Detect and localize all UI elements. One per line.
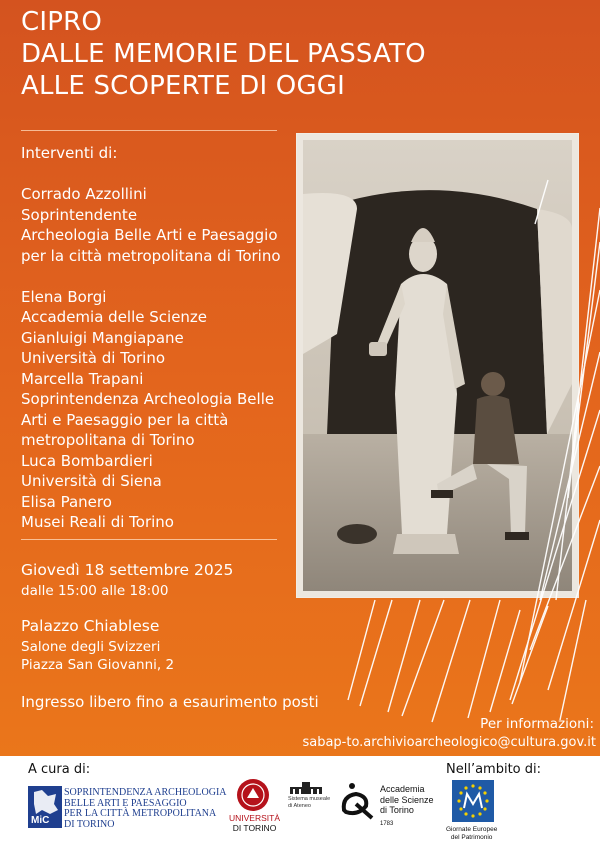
context-label: Nell’ambito di: bbox=[446, 762, 541, 777]
speaker-line: Elena Borgi bbox=[21, 287, 107, 306]
sma-text bbox=[288, 796, 330, 809]
photo-illustration bbox=[297, 134, 578, 597]
speaker-line: Università di Siena bbox=[21, 472, 162, 490]
accademia-text bbox=[380, 784, 434, 829]
gep-text bbox=[446, 826, 497, 841]
speaker-line: metropolitana di Torino bbox=[21, 431, 195, 449]
sma-line: Sistema museale bbox=[288, 796, 331, 802]
speakers-heading: Interventi di: bbox=[21, 144, 118, 162]
unito-line: DI TORINO bbox=[232, 822, 277, 833]
speaker-line: Musei Reali di Torino bbox=[21, 513, 174, 531]
admission-note: Ingresso libero fino a esaurimento posti bbox=[21, 693, 319, 711]
museum-building-icon bbox=[288, 781, 324, 795]
sma-line: di Ateneo bbox=[288, 802, 311, 809]
speaker-line: Marcella Trapani bbox=[21, 369, 144, 388]
speaker-line: Archeologia Belle Arti e Paesaggio bbox=[21, 226, 278, 244]
speaker-line: Università di Torino bbox=[21, 349, 166, 367]
event-room: Salone degli Svizzeri bbox=[21, 639, 161, 655]
unito-seal-icon bbox=[236, 778, 270, 812]
title-line-1: CIPRO bbox=[21, 7, 103, 37]
european-heritage-days-icon bbox=[452, 780, 494, 822]
sabap-line: SOPRINTENDENZA ARCHEOLOGIA bbox=[64, 787, 227, 798]
unito-logo bbox=[236, 778, 270, 816]
sabap-line: BELLE ARTI E PAESAGGIO bbox=[64, 797, 187, 809]
poster-title bbox=[21, 6, 426, 102]
speaker-line: Arti e Paesaggio per la città bbox=[21, 410, 229, 429]
info-email[interactable]: sabap-to.archivioarcheologico@cultura.gov.it bbox=[302, 735, 596, 750]
accademia-line: di Torino bbox=[380, 805, 414, 815]
event-venue: Palazzo Chiablese bbox=[21, 617, 160, 635]
speaker-line: Luca Bombardieri bbox=[21, 451, 153, 470]
gep-logo bbox=[452, 780, 494, 826]
mic-label: MiC bbox=[31, 815, 50, 826]
gep-line: Giornate Europee bbox=[446, 826, 498, 833]
speaker-line: per la città metropolitana di Torino bbox=[21, 246, 281, 265]
info-label: Per informazioni: bbox=[480, 716, 594, 732]
accademia-line: delle Scienze bbox=[380, 794, 434, 805]
speaker-line: Gianluigi Mangiapane bbox=[21, 328, 184, 347]
speakers-block bbox=[21, 143, 281, 533]
gep-line: del Patrimonio bbox=[450, 833, 493, 841]
unito-line: UNIVERSITÀ bbox=[229, 813, 281, 823]
unito-text bbox=[229, 814, 280, 833]
curated-label: A cura di: bbox=[28, 762, 91, 777]
spacer bbox=[21, 266, 281, 287]
event-address: Piazza San Giovanni, 2 bbox=[21, 657, 175, 673]
speaker-line: Corrado Azzollini bbox=[21, 185, 147, 203]
speaker-line: Elisa Panero bbox=[21, 492, 112, 511]
accademia-logo-icon bbox=[338, 780, 374, 820]
spacer bbox=[21, 164, 281, 185]
sabap-line: DI TORINO bbox=[64, 818, 115, 830]
accademia-year: 1783 bbox=[380, 820, 394, 827]
photo-cypriot-statue bbox=[296, 133, 579, 598]
accademia-line: Accademia bbox=[380, 784, 425, 794]
divider-bottom bbox=[21, 539, 277, 540]
speaker-line: Accademia delle Scienze bbox=[21, 308, 208, 326]
sabap-logo bbox=[28, 786, 62, 828]
sabap-text bbox=[64, 788, 227, 830]
event-time: dalle 15:00 alle 18:00 bbox=[21, 583, 169, 599]
divider-top bbox=[21, 130, 277, 131]
event-date: Giovedì 18 settembre 2025 bbox=[21, 561, 234, 579]
sabap-line: PER LA CITTÀ METROPOLITANA bbox=[64, 808, 217, 819]
title-line-2: DALLE MEMORIE DEL PASSATO bbox=[21, 39, 426, 69]
title-line-3: ALLE SCOPERTE DI OGGI bbox=[21, 71, 346, 101]
speaker-line: Soprintendenza Archeologia Belle bbox=[21, 390, 275, 408]
speaker-line: Soprintendente bbox=[21, 205, 138, 224]
accademia-logo bbox=[338, 780, 374, 824]
